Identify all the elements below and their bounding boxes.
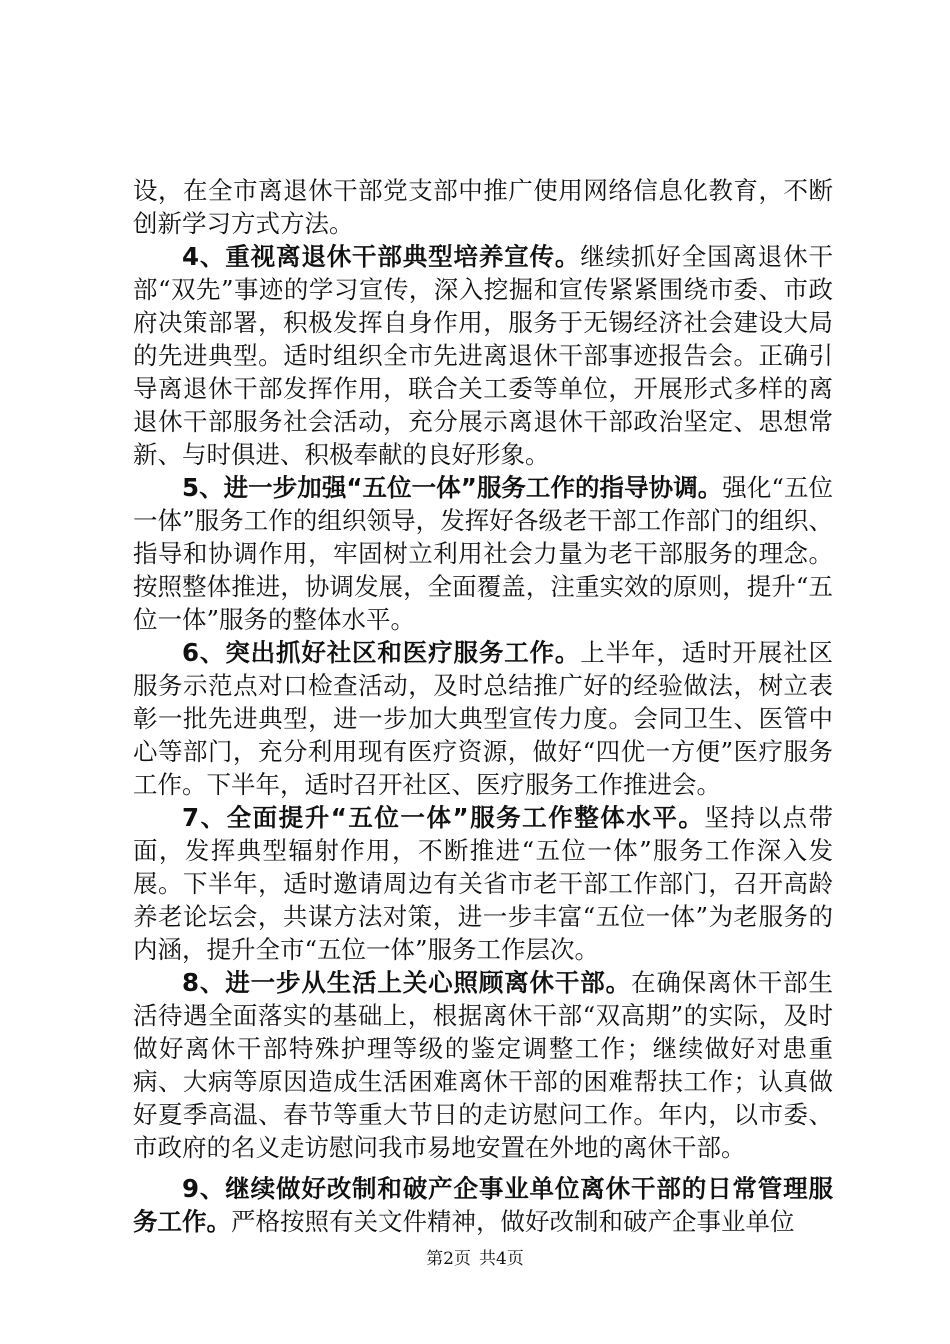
paragraph-heading: 7、全面提升“五位一体”服务工作整体水平。: [182, 803, 705, 832]
paragraph-item-7: [133, 801, 833, 966]
paragraph-item-6: [133, 636, 833, 801]
paragraph-text: 坚持以点带面，发挥典型辐射作用，不断推进“五位一体”服务工作深入发展。下半年，适时邀请周边有关省市老干部工作部门，召开高龄养老论坛会，共谋方法对策，进一步丰富“五位一体”为老服务的内涵，提升全市“五位一体”服务工作层次。: [133, 803, 834, 964]
document-body: [133, 174, 833, 1238]
paragraph-text: 强化“五位一体”服务工作的组织领导，发挥好各级老干部工作部门的组织、指导和协调作用，牢固树立利用社会力量为老干部服务的理念。按照整体推进，协调发展，全面覆盖，注重实效的原则，提升“五位一体”服务的整体水平。: [133, 473, 834, 634]
paragraph-heading: 9、继续做好改制和破产企事业单位离休干部的日常管理服务工作。: [133, 1174, 833, 1236]
paragraph-text: 严格按照有关文件精神，做好改制和破产企事业单位: [231, 1207, 795, 1236]
paragraph-item-5: [133, 471, 833, 636]
paragraph-item-8: [133, 966, 833, 1164]
paragraph-heading: 8、进一步从生活上关心照顾离休干部。: [182, 968, 631, 997]
paragraph-item-4: [133, 240, 833, 471]
paragraph-text: 上半年，适时开展社区服务示范点对口检查活动，及时总结推广好的经验做法，树立表彰一批先进典型，进一步加大典型宣传力度。会同卫生、医管中心等部门，充分利用现有医疗资源，做好“四优一方便”医疗服务工作。下半年，适时召开社区、医疗服务工作推进会。: [133, 638, 834, 799]
paragraph-text: 设，在全市离退休干部党支部中推广使用网络信息化教育，不断创新学习方式方法。: [133, 176, 833, 238]
paragraph-text: 继续抓好全国离退休干部“双先”事迹的学习宣传，深入挖掘和宣传紧紧围绕市委、市政府决策部署，积极发挥自身作用，服务于无锡经济社会建设大局的先进典型。适时组织全市先进离退休干部事迹报告会。正确引导离退休干部发挥作用，联合关工委等单位，开展形式多样的离退休干部服务社会活动，充分展示离退休干部政治坚定、思想常新、与时俱进、积极奉献的良好形象。: [133, 242, 834, 469]
paragraph-heading: 4、重视离退休干部典型培养宣传。: [182, 242, 581, 271]
paragraph-text: 在确保离休干部生活待遇全面落实的基础上，根据离休干部“双高期”的实际，及时做好离休干部特殊护理等级的鉴定调整工作；继续做好对患重病、大病等原因造成生活困难离休干部的困难帮扶工作；认真做好夏季高温、春节等重大节日的走访慰问工作。年内，以市委、市政府的名义走访慰问我市易地安置在外地的离休干部。: [133, 968, 834, 1162]
paragraph-continued: [133, 174, 833, 240]
page-footer: [0, 1244, 950, 1269]
paragraph-heading: 6、突出抓好社区和医疗服务工作。: [182, 638, 581, 667]
paragraph-heading: 5、进一步加强“五位一体”服务工作的指导协调。: [182, 473, 723, 502]
paragraph-item-9: [133, 1172, 833, 1238]
page-number: 第2页: [426, 1249, 471, 1269]
page-total: 共4页: [479, 1249, 524, 1269]
